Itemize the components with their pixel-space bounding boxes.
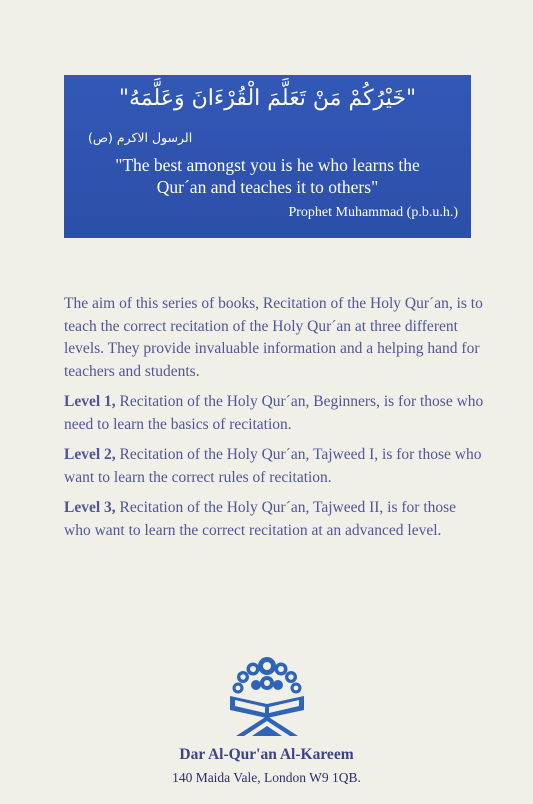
level-2-text: Recitation of the Holy Qur´an, Tajweed I, is for those who want to learn the correct rules of recitation. — [64, 446, 482, 486]
level-3-text: Recitation of the Holy Qur´an, Tajweed II, is for those who want to learn the correct recitation at an advanced level. — [64, 499, 457, 539]
level-1-paragraph — [64, 391, 484, 436]
arabic-attribution: الرسول الاكرم (ص) — [88, 130, 193, 145]
publisher-name: Dar Al-Qur'an Al-Kareem — [179, 746, 354, 763]
quote-banner — [64, 75, 471, 238]
level-1-label: Level 1, — [64, 393, 116, 410]
level-1-text: Recitation of the Holy Qur´an, Beginners, is for those who need to learn the basics of recitation. — [64, 393, 484, 433]
arabic-quote: "خَيْرُكُمْ مَنْ تَعَلَّمَ الْقُرْءَانَ وَعَلَّمَهُ" — [118, 86, 417, 111]
intro-paragraph: The aim of this series of books, Recitation of the Holy Qur´an, is to teach the correct recitation of the Holy Qur´an at three different levels. They provide invaluable information and a helping hand for teachers and students. — [64, 295, 483, 380]
level-2-label: Level 2, — [64, 446, 116, 463]
english-attribution: Prophet Muhammad (p.b.u.h.) — [288, 205, 458, 220]
publisher-address: 140 Maida Vale, London W9 1QB. — [172, 770, 361, 785]
english-quote-line-2: Qur´an and teaches it to others" — [156, 177, 379, 197]
level-2-paragraph — [64, 444, 484, 489]
quran-on-stand-logo-icon — [222, 650, 312, 738]
english-quote-line-1: "The best amongst you is he who learns the — [115, 155, 420, 175]
level-3-label: Level 3, — [64, 499, 116, 516]
english-quote — [64, 154, 471, 198]
series-description — [64, 293, 484, 550]
level-3-paragraph — [64, 497, 484, 542]
